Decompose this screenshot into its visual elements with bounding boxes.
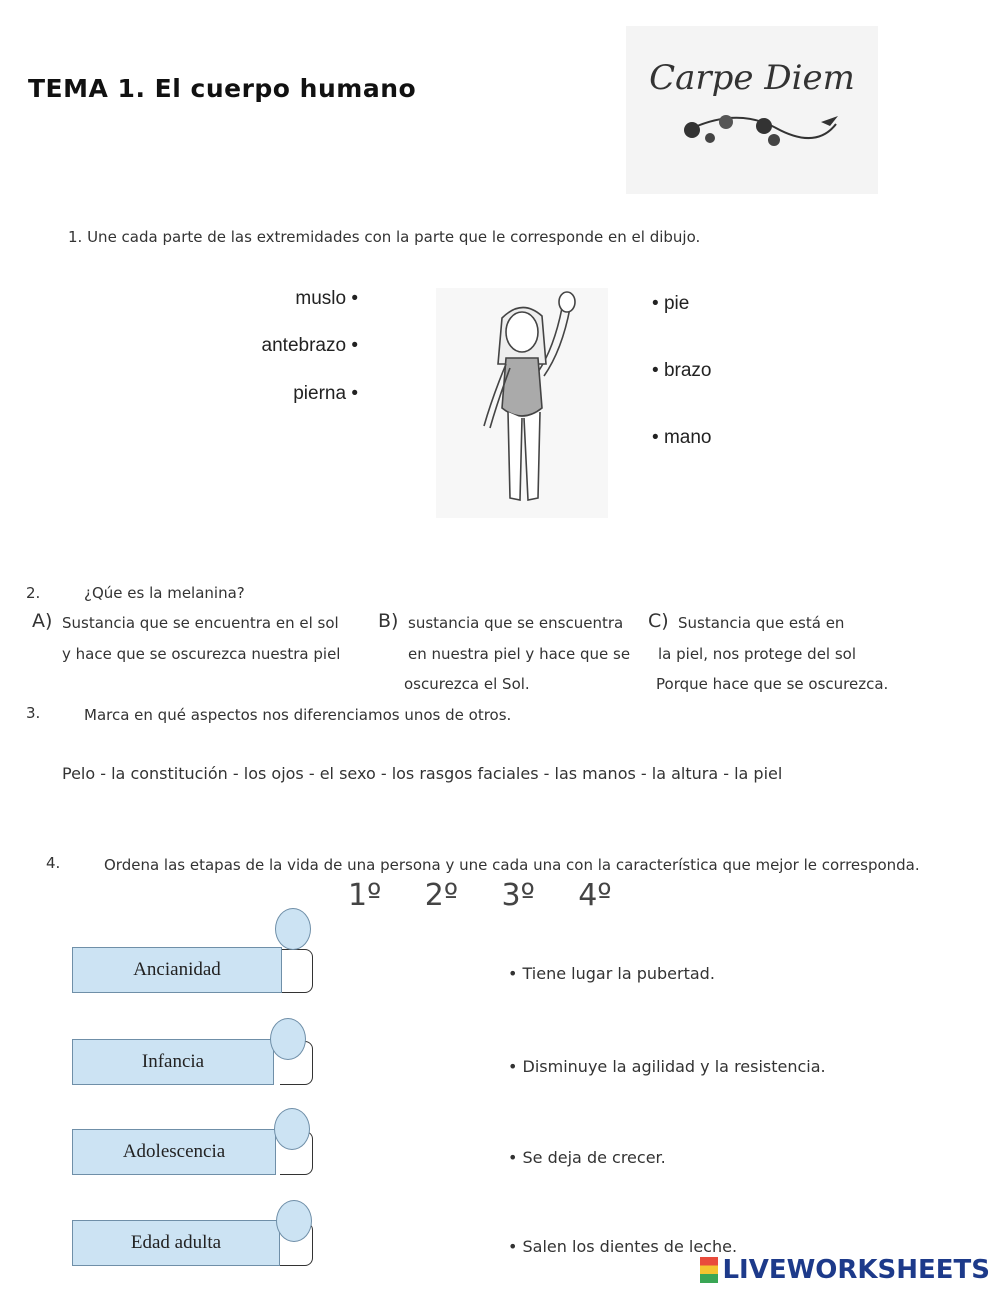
logo-text: Carpe Diem xyxy=(649,58,855,98)
page-title: TEMA 1. El cuerpo humano xyxy=(28,74,417,103)
right-item-brazo: • brazo xyxy=(652,360,712,381)
option-b-letter[interactable]: B) xyxy=(378,610,399,632)
liveworksheets-logo xyxy=(700,1255,990,1285)
option-b-line2: en nuestra piel y hace que se xyxy=(408,645,631,663)
q2-question: ¿Qúe es la melanina? xyxy=(84,584,245,602)
characteristic-item[interactable]: • Tiene lugar la pubertad. xyxy=(508,964,715,983)
order-input-circle[interactable] xyxy=(274,1108,310,1150)
stage-infancia[interactable]: Infancia xyxy=(72,1039,274,1085)
stage-adolescencia[interactable]: Adolescencia xyxy=(72,1129,276,1175)
option-a-letter[interactable]: A) xyxy=(32,610,53,632)
right-item-pie: • pie xyxy=(652,293,690,314)
left-item-pierna: pierna • xyxy=(293,383,358,404)
order-input-circle[interactable] xyxy=(276,1200,312,1242)
q1-prompt: 1. Une cada parte de las extremidades con la parte que le corresponde en el dibujo. xyxy=(68,228,701,246)
left-item-muslo: muslo • xyxy=(295,288,358,309)
q4-number: 4. xyxy=(46,854,61,872)
option-a-line1: Sustancia que se encuentra en el sol xyxy=(62,614,339,632)
option-c-line2: la piel, nos protege del sol xyxy=(658,645,857,663)
carpe-diem-logo xyxy=(626,26,878,194)
order-numbers: 1º 2º 3º 4º xyxy=(348,878,612,913)
characteristic-item[interactable]: • Se deja de crecer. xyxy=(508,1148,666,1167)
girl-illustration xyxy=(436,288,608,518)
q2-number: 2. xyxy=(26,584,41,602)
liveworksheets-icon xyxy=(700,1257,718,1283)
option-b-line1: sustancia que se enscuentra xyxy=(408,614,624,632)
stage-edad-adulta[interactable]: Edad adulta xyxy=(72,1220,280,1266)
flower-ornament-icon xyxy=(626,26,878,194)
option-a-line2: y hace que se oscurezca nuestra piel xyxy=(62,645,341,663)
stage-slot xyxy=(280,949,313,993)
q3-question: Marca en qué aspectos nos diferenciamos unos de otros. xyxy=(84,706,512,724)
brand-name: LIVEWORKSHEETS xyxy=(722,1255,990,1285)
characteristic-item[interactable]: • Disminuye la agilidad y la resistencia. xyxy=(508,1057,826,1076)
right-item-mano: • mano xyxy=(652,427,712,448)
option-c-line3: Porque hace que se oscurezca. xyxy=(656,675,889,693)
option-c-letter[interactable]: C) xyxy=(648,610,669,632)
left-item-antebrazo: antebrazo • xyxy=(261,335,358,356)
order-input-circle[interactable] xyxy=(275,908,311,950)
q3-number: 3. xyxy=(26,704,41,722)
q3-answers[interactable]: Pelo - la constitución - los ojos - el sexo - los rasgos faciales - las manos - la altura - la piel xyxy=(62,764,783,783)
option-b-line3: oscurezca el Sol. xyxy=(404,675,530,693)
order-input-circle[interactable] xyxy=(270,1018,306,1060)
characteristic-item[interactable]: • Salen los dientes de leche. xyxy=(508,1237,738,1256)
stage-ancianidad[interactable]: Ancianidad xyxy=(72,947,282,993)
q4-question: Ordena las etapas de la vida de una persona y une cada una con la característica que mejor le corresponda. xyxy=(104,856,920,874)
option-c-line1: Sustancia que está en xyxy=(678,614,845,632)
